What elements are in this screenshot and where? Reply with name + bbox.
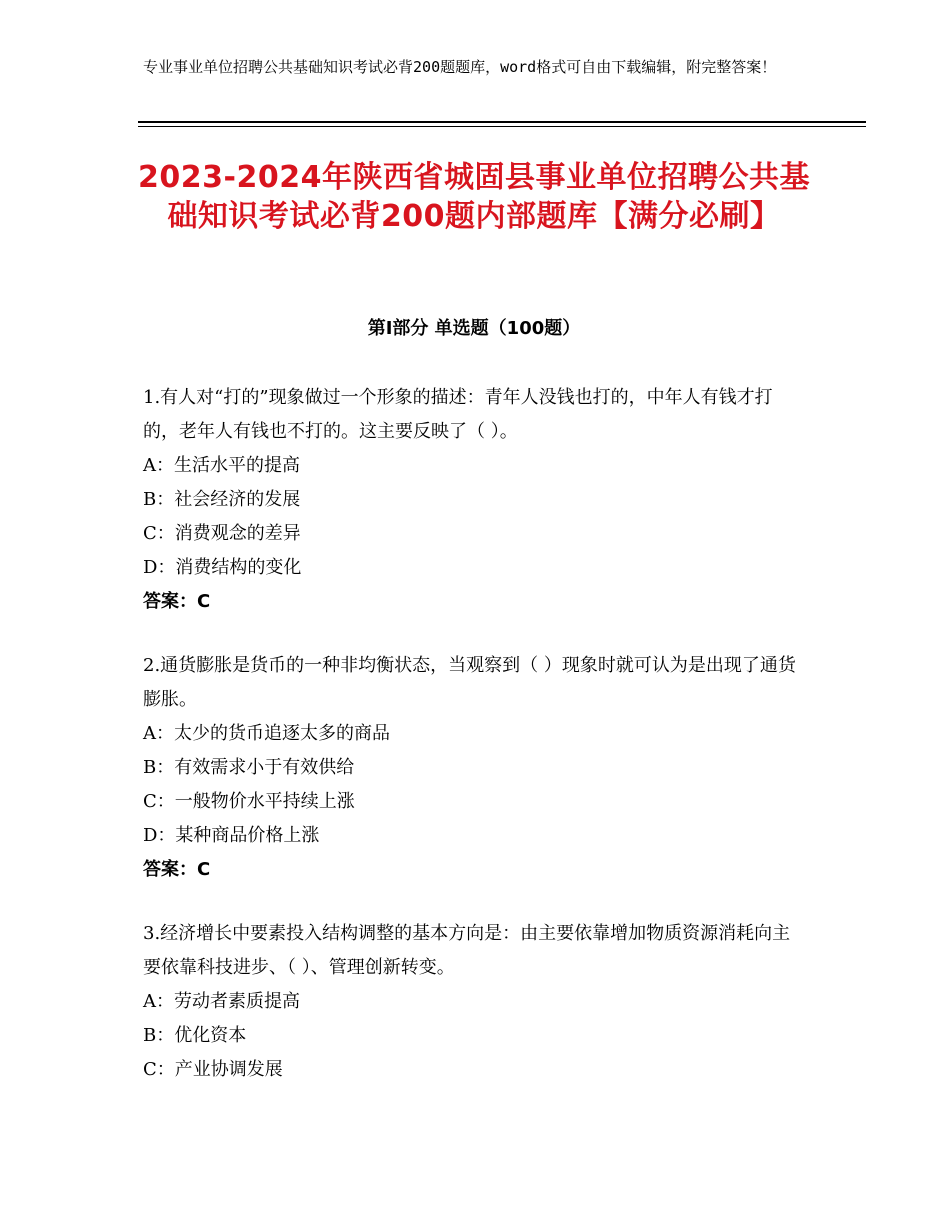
document-title: 2023-2024年陕西省城固县事业单位招聘公共基础知识考试必背200题内部题库【满分必刷】	[138, 160, 810, 234]
question-stem: 3.经济增长中要素投入结构调整的基本方向是：由主要依靠增加物质资源消耗向主要依靠科技进步、（ ）、管理创新转变。	[143, 923, 791, 978]
option-b: B：有效需求小于有效供给	[143, 757, 355, 778]
option-b: B：社会经济的发展	[143, 489, 301, 510]
question-stem: 2.通货膨胀是货币的一种非均衡状态，当观察到（ ）现象时就可认为是出现了通货膨胀。	[143, 655, 796, 710]
question-list	[143, 381, 803, 1117]
question-stem: 1.有人对“打的”现象做过一个形象的描述：青年人没钱也打的，中年人有钱才打的，老年人有钱也不打的。这主要反映了（ ）。	[143, 387, 773, 442]
option-a: A：劳动者素质提高	[143, 991, 300, 1012]
option-d: D：消费结构的变化	[143, 557, 302, 578]
header-note: 专业事业单位招聘公共基础知识考试必背200题题库，word格式可自由下载编辑，附完整答案！	[143, 58, 777, 76]
header-divider-thin	[138, 126, 866, 127]
option-c: C：一般物价水平持续上涨	[143, 791, 355, 812]
option-a: A：生活水平的提高	[143, 455, 300, 476]
question-1	[143, 381, 803, 619]
option-b: B：优化资本	[143, 1025, 247, 1046]
question-2	[143, 649, 803, 887]
option-a: A：太少的货币追逐太多的商品	[143, 723, 390, 744]
option-c: C：产业协调发展	[143, 1059, 283, 1080]
answer-line: 答案：C	[143, 591, 211, 612]
answer-line: 答案：C	[143, 859, 211, 880]
option-c: C：消费观念的差异	[143, 523, 301, 544]
question-3	[143, 917, 803, 1087]
option-d: D：某种商品价格上涨	[143, 825, 320, 846]
header-divider-thick	[138, 121, 866, 123]
section-title: 第Ⅰ部分 单选题（100题）	[367, 318, 581, 339]
